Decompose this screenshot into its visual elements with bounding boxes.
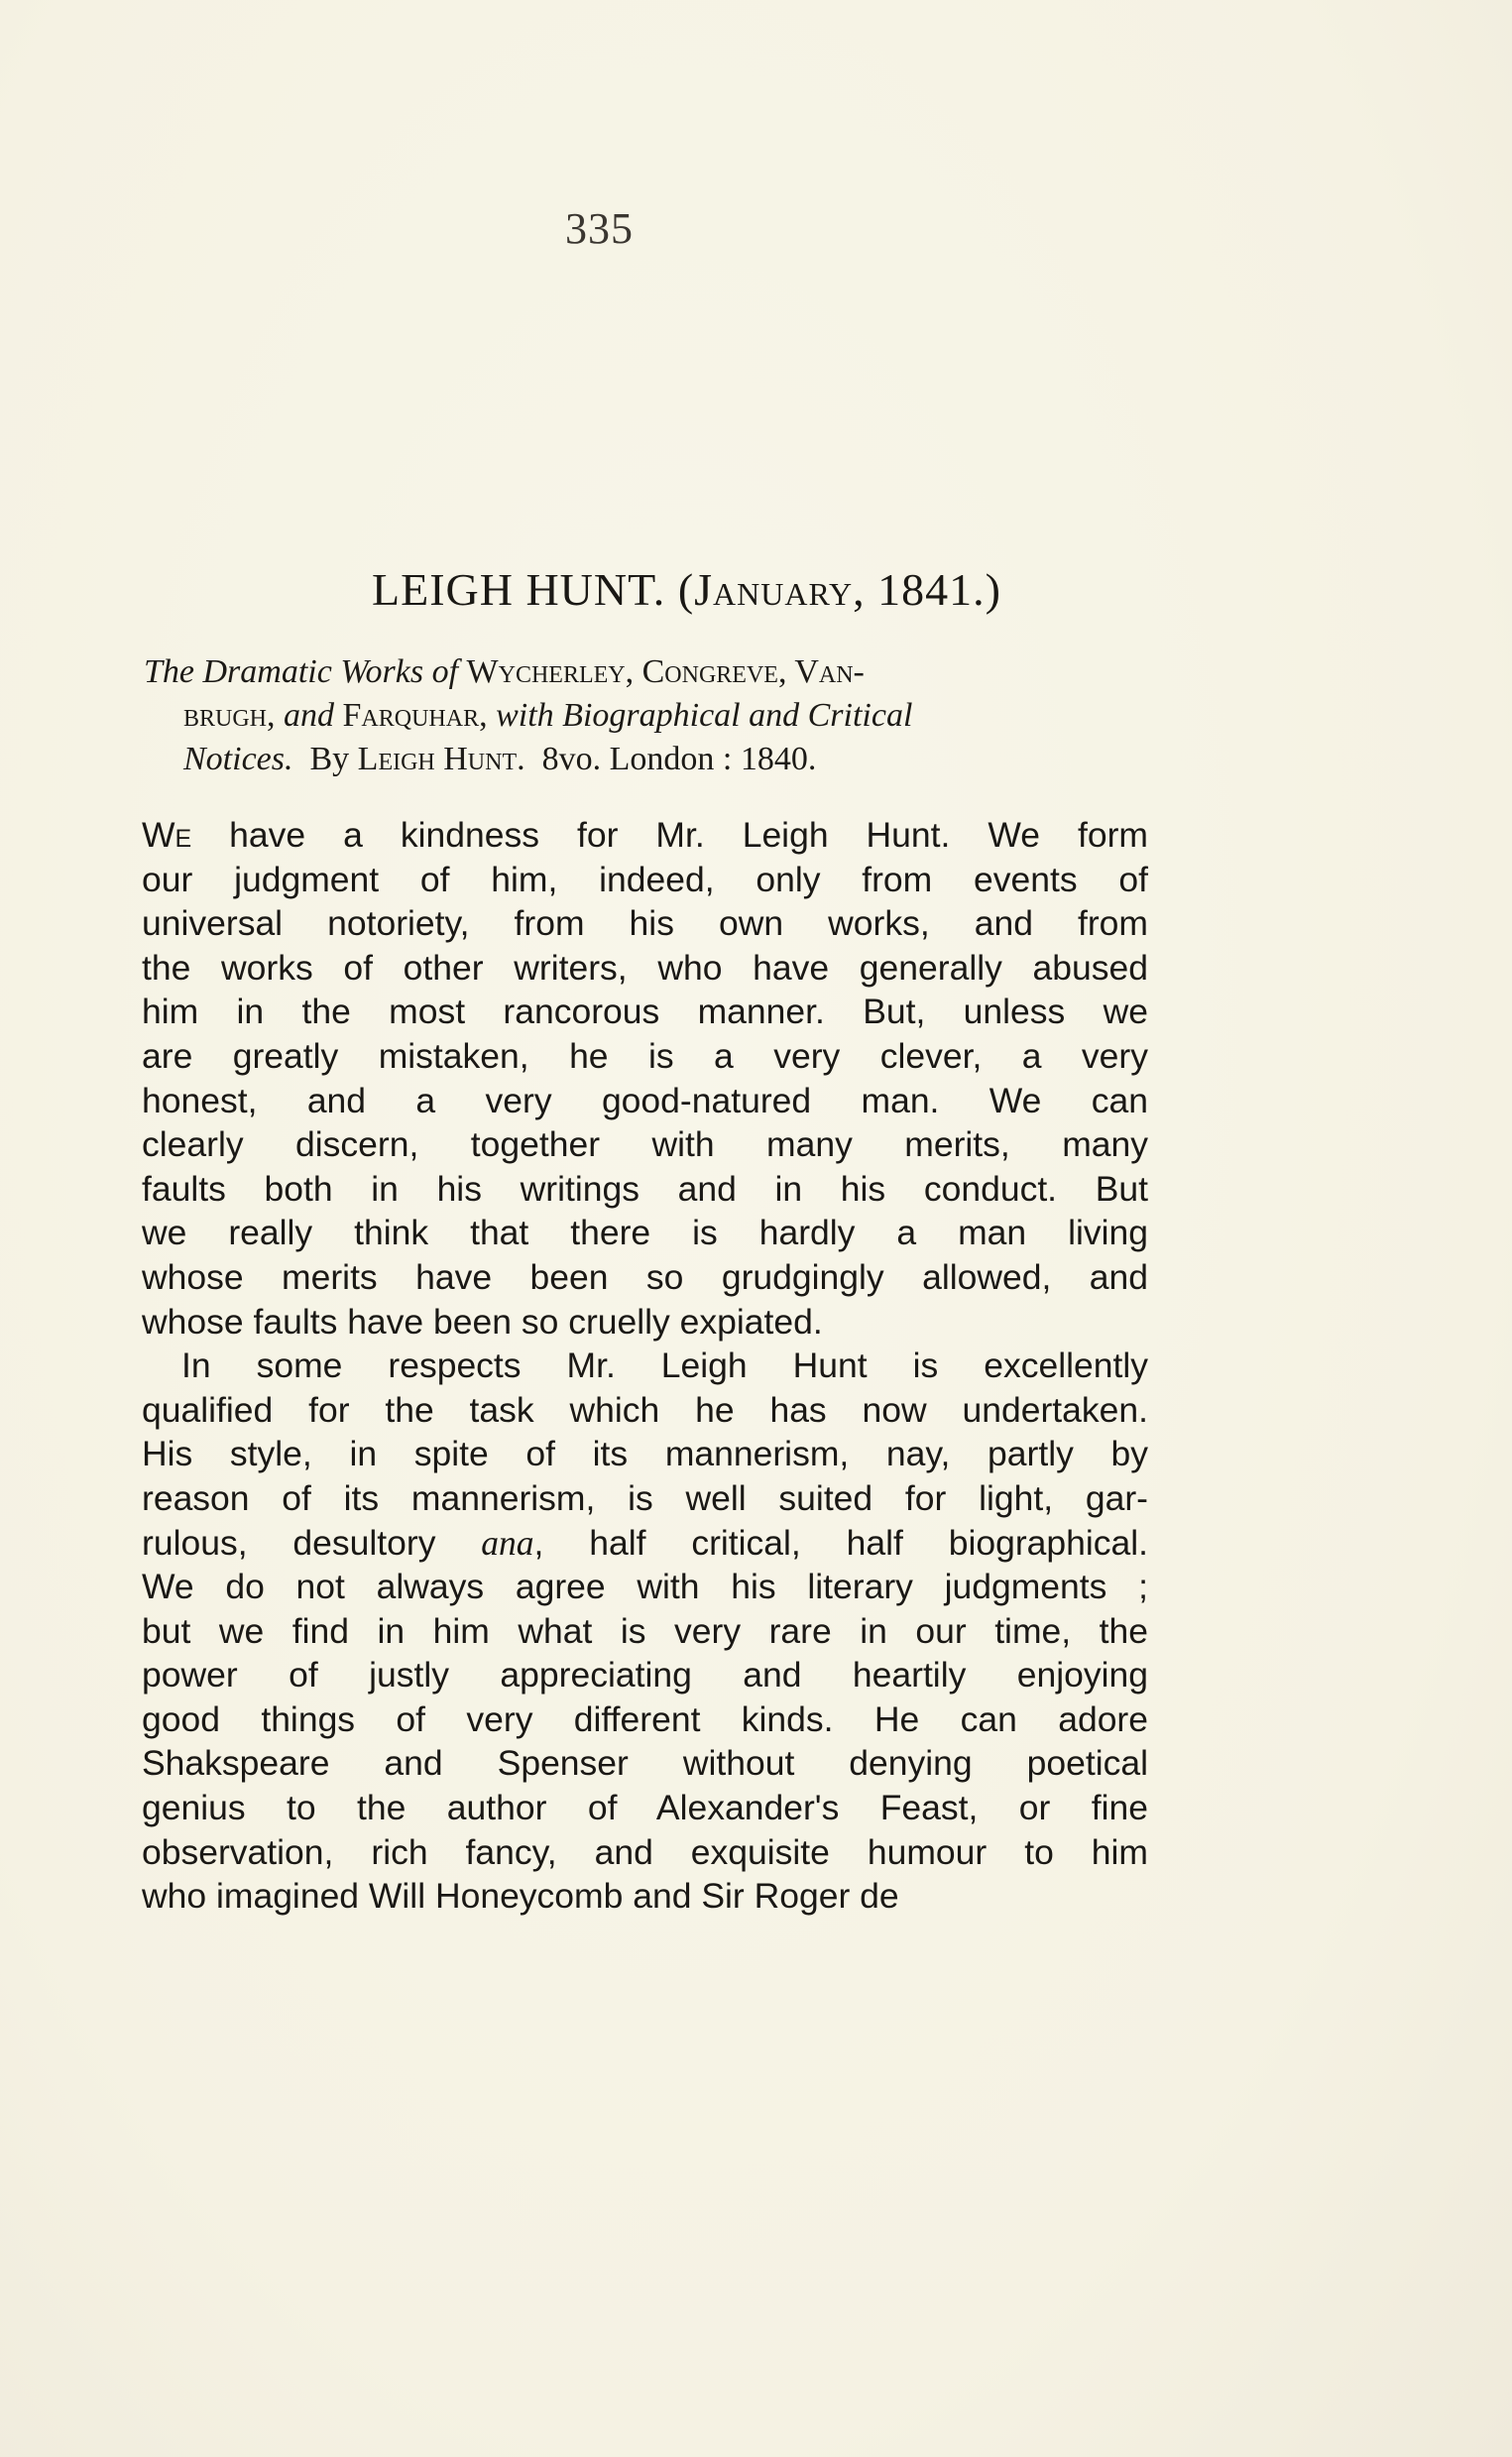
essay-title-name: LEIGH HUNT.: [372, 564, 666, 615]
citation-line-3: [144, 738, 1150, 781]
body-line: who imagined Will Honeycomb and Sir Roger de: [142, 1876, 899, 1917]
body-line: the works of other writers, who have generally abused: [142, 947, 1148, 988]
body-line: good things of very different kinds. He can adore: [142, 1698, 1148, 1739]
body-line: whose merits have been so grudgingly allowed, and: [142, 1256, 1148, 1297]
opening-word: We: [142, 815, 192, 855]
body-line: [142, 813, 1148, 858]
body-line: We do not always agree with his literary judgments ;: [142, 1567, 1148, 1607]
citation-by: By: [309, 741, 350, 777]
citation-line-1: [144, 650, 1150, 694]
body-line-text: rulous, desultory: [142, 1522, 482, 1563]
citation-block: [144, 650, 1150, 781]
body-line: whose faults have been so cruelly expiated.: [142, 1301, 823, 1342]
body-line: His style, in spite of its mannerism, nay, partly by: [142, 1434, 1148, 1474]
body-line: faults both in his writings and in his conduct. But: [142, 1168, 1148, 1209]
body-line: universal notoriety, from his own works, and from: [142, 903, 1148, 944]
essay-title: [0, 563, 1373, 616]
body-line: qualified for the task which he has now undertaken.: [142, 1389, 1148, 1430]
essay-title-date: (January, 1841.): [677, 564, 1001, 615]
body-line: our judgment of him, indeed, only from events of: [142, 859, 1148, 899]
italic-term-ana: ana: [481, 1522, 534, 1563]
body-line: observation, rich fancy, and exquisite humour to him: [142, 1831, 1148, 1872]
body-text: [142, 813, 1148, 1919]
body-line: honest, and a very good-natured man. We can: [142, 1080, 1148, 1120]
citation-and: and: [284, 697, 335, 734]
page-number: 335: [565, 204, 634, 253]
body-line: we really think that there is hardly a man living: [142, 1213, 1148, 1253]
body-line: power of justly appreciating and heartily enjoying: [142, 1655, 1148, 1696]
citation-editor: Leigh Hunt.: [357, 741, 525, 777]
body-line: but we find in him what is very rare in our time, the: [142, 1610, 1148, 1651]
body-line: him in the most rancorous manner. But, unless we: [142, 992, 1148, 1032]
body-line-text: have a kindness for Mr. Leigh Hunt. We form: [191, 815, 1148, 855]
citation-work-title: The Dramatic Works of: [144, 653, 459, 690]
body-line: reason of its mannerism, is well suited for light, gar-: [142, 1477, 1148, 1518]
body-line-text: , half critical, half biographical.: [533, 1522, 1149, 1563]
body-line: are greatly mistaken, he is a very clever, a very: [142, 1035, 1148, 1076]
body-line: Shakspeare and Spenser without denying poetical: [142, 1743, 1148, 1784]
citation-notices: Notices.: [183, 741, 293, 777]
citation-line-2: [144, 694, 1150, 738]
citation-author-vanbrugh: brugh,: [183, 697, 276, 734]
citation-notes-italic: with Biographical and Critical: [496, 697, 913, 734]
body-line: [142, 1521, 1148, 1566]
citation-author-farquhar: Farquhar,: [342, 697, 488, 734]
body-line: clearly discern, together with many merits, many: [142, 1124, 1148, 1165]
citation-publication: 8vo. London : 1840.: [541, 741, 817, 777]
citation-authors-1: Wycherley, Congreve, Van-: [466, 653, 865, 690]
body-line: genius to the author of Alexander's Feast, or fine: [142, 1788, 1148, 1828]
body-line: In some respects Mr. Leigh Hunt is excellently: [181, 1346, 1148, 1386]
